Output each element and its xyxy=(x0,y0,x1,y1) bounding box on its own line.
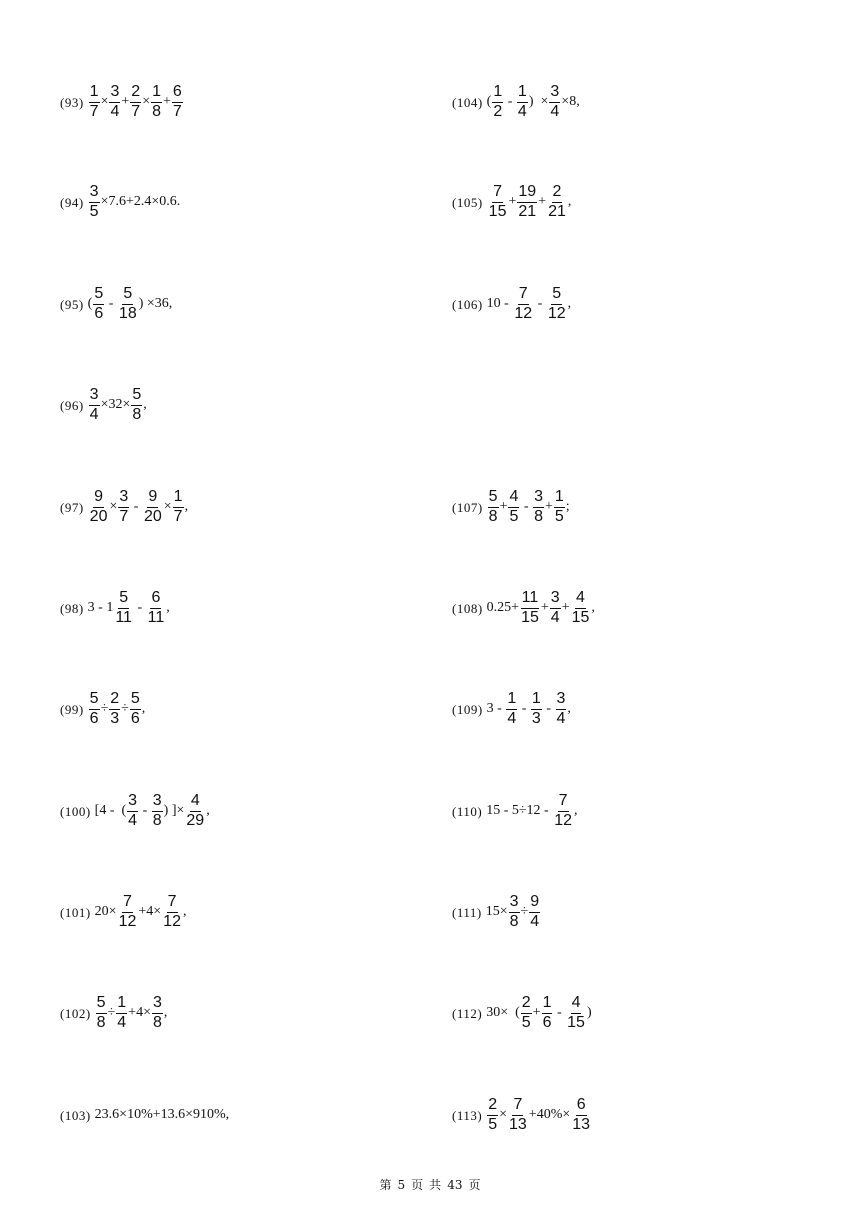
fraction xyxy=(521,995,532,1032)
expression-text: ÷ xyxy=(121,701,129,716)
fraction-denominator: 5 xyxy=(554,507,564,525)
fraction-numerator: 4 xyxy=(508,489,519,508)
fraction-denominator: 8 xyxy=(152,1013,162,1031)
fraction xyxy=(96,995,107,1032)
problem-number: (112) xyxy=(452,1005,483,1021)
problem-item xyxy=(452,892,541,932)
fraction xyxy=(89,691,100,728)
fraction-numerator: 5 xyxy=(130,691,141,710)
footer-mid: 页 xyxy=(411,1178,424,1192)
fraction-numerator: 6 xyxy=(576,1097,587,1116)
fraction xyxy=(553,793,573,830)
fraction-denominator: 11 xyxy=(115,608,132,626)
problem-item xyxy=(60,689,145,729)
fraction-numerator: 3 xyxy=(152,995,163,1014)
fraction xyxy=(554,489,565,526)
fraction-denominator: 4 xyxy=(556,709,566,727)
problem-item xyxy=(60,588,170,628)
expression-text: × xyxy=(109,499,118,514)
fraction-numerator: 5 xyxy=(131,387,142,406)
problem-number: (96) xyxy=(60,397,84,413)
problem-item xyxy=(452,487,570,527)
expression-text: ÷ xyxy=(107,1005,116,1020)
problem-item xyxy=(452,791,578,831)
problem-item xyxy=(60,791,210,831)
fraction-numerator: 5 xyxy=(89,691,100,710)
fraction-denominator: 15 xyxy=(571,608,590,626)
problem-number: (104) xyxy=(452,94,483,110)
expression-text: , xyxy=(166,600,170,615)
fraction-numerator: 7 xyxy=(518,286,529,305)
fraction-denominator: 5 xyxy=(521,1013,531,1031)
fraction-denominator: 12 xyxy=(554,811,572,829)
expression-text: , xyxy=(143,397,147,412)
footer-pre: 第 xyxy=(379,1178,392,1192)
problem-number: (109) xyxy=(452,701,483,717)
problem-number: (106) xyxy=(452,296,483,312)
fraction-denominator: 29 xyxy=(186,811,205,829)
fraction-numerator: 3 xyxy=(127,793,138,812)
fraction-denominator: 4 xyxy=(517,102,527,120)
fraction-denominator: 4 xyxy=(530,912,540,930)
fraction-denominator: 5 xyxy=(488,1115,498,1133)
fraction xyxy=(566,995,586,1032)
fraction-denominator: 6 xyxy=(89,709,99,727)
fraction-numerator: 9 xyxy=(147,489,158,508)
fraction-denominator: 6 xyxy=(542,1013,552,1031)
problem-number: (102) xyxy=(60,1005,91,1021)
fraction xyxy=(89,84,100,121)
expression-text: +4× xyxy=(138,904,162,919)
fraction-denominator: 5 xyxy=(509,507,519,525)
expression-text: - xyxy=(542,701,555,716)
fraction-denominator: 11 xyxy=(147,608,165,626)
fraction-denominator: 4 xyxy=(89,405,99,423)
expression-text: , xyxy=(591,600,595,615)
fraction xyxy=(509,894,520,931)
fraction-denominator: 2 xyxy=(493,102,503,120)
problem-item xyxy=(452,1095,592,1135)
expression-text: 10 - xyxy=(486,296,513,311)
expression-text: 15× xyxy=(485,904,508,919)
fraction-numerator: 1 xyxy=(173,489,184,508)
fraction xyxy=(89,387,100,424)
expression-text: ×32× xyxy=(100,397,131,412)
fraction xyxy=(151,84,162,121)
fraction-denominator: 20 xyxy=(89,507,108,525)
footer-total: 43 xyxy=(447,1178,463,1192)
fraction-denominator: 4 xyxy=(128,811,138,829)
fraction-denominator: 8 xyxy=(132,405,142,423)
expression-text: ) xyxy=(586,1005,592,1020)
expression-text: ( xyxy=(486,94,492,109)
fraction xyxy=(89,184,100,221)
fraction-numerator: 5 xyxy=(488,489,499,508)
fraction-denominator: 5 xyxy=(89,202,99,220)
footer-post: 页 xyxy=(468,1178,481,1192)
fraction-numerator: 7 xyxy=(167,894,178,913)
problem-number: (93) xyxy=(60,94,84,110)
fraction-numerator: 3 xyxy=(509,894,520,913)
expression-text: +4× xyxy=(128,1005,151,1020)
fraction xyxy=(118,489,129,526)
fraction xyxy=(520,590,540,627)
fraction-denominator: 4 xyxy=(117,1013,127,1031)
fraction-denominator: 4 xyxy=(550,102,560,120)
expression-text: - xyxy=(504,94,516,109)
fraction-denominator: 8 xyxy=(509,912,519,930)
fraction xyxy=(517,184,537,221)
fraction xyxy=(109,691,120,728)
fraction-numerator: 7 xyxy=(492,184,503,203)
fraction-denominator: 18 xyxy=(118,304,137,322)
fraction-denominator: 8 xyxy=(152,102,162,120)
problem-item xyxy=(60,487,188,527)
problem-number: (101) xyxy=(60,904,91,920)
fraction-denominator: 13 xyxy=(572,1115,591,1133)
fraction-numerator: 7 xyxy=(122,894,133,913)
fraction-denominator: 4 xyxy=(550,608,560,626)
expression-text: - xyxy=(133,600,146,615)
fraction-numerator: 5 xyxy=(96,995,107,1014)
fraction xyxy=(172,84,183,121)
fraction-numerator: 9 xyxy=(529,894,540,913)
problem-number: (108) xyxy=(452,600,483,616)
fraction xyxy=(517,84,528,121)
fraction-denominator: 15 xyxy=(521,608,539,626)
expression-text: - xyxy=(534,296,546,311)
problem-item xyxy=(452,993,592,1033)
expression-text: 23.6×10%+13.6×910%, xyxy=(94,1107,230,1122)
fraction-numerator: 1 xyxy=(554,489,565,508)
expression-text: - xyxy=(130,499,142,514)
fraction xyxy=(556,691,567,728)
problem-number: (105) xyxy=(452,194,483,210)
expression-text: , xyxy=(184,499,189,514)
problem-item xyxy=(60,1095,229,1135)
fraction xyxy=(513,286,533,323)
fraction xyxy=(118,286,138,323)
fraction-numerator: 6 xyxy=(172,84,183,103)
expression-text: + xyxy=(121,94,130,109)
fraction xyxy=(152,995,163,1032)
fraction-numerator: 3 xyxy=(89,387,100,406)
fraction xyxy=(547,184,567,221)
fraction xyxy=(116,995,127,1032)
expression-text: - xyxy=(139,803,151,818)
expression-text: 20× xyxy=(94,904,117,919)
fraction-numerator: 2 xyxy=(552,184,563,203)
problem-number: (97) xyxy=(60,499,84,515)
fraction-numerator: 3 xyxy=(109,84,120,103)
fraction-denominator: 7 xyxy=(119,507,129,525)
fraction xyxy=(131,387,142,424)
expression-text: , xyxy=(567,296,572,311)
problem-number: (99) xyxy=(60,701,84,717)
fraction-numerator: 7 xyxy=(558,793,569,812)
fraction-denominator: 15 xyxy=(488,202,507,220)
problem-item xyxy=(452,284,571,324)
fraction xyxy=(492,84,503,121)
fraction xyxy=(130,84,141,121)
fraction-numerator: 4 xyxy=(575,590,586,609)
fraction-denominator: 8 xyxy=(534,507,543,525)
expression-text: , xyxy=(574,803,578,818)
expression-text: + xyxy=(538,194,547,209)
expression-text: + xyxy=(544,499,553,514)
problem-item xyxy=(60,284,172,324)
fraction-numerator: 3 xyxy=(152,793,163,812)
fraction-numerator: 3 xyxy=(556,691,567,710)
problem-number: (94) xyxy=(60,194,84,210)
fraction-numerator: 5 xyxy=(122,286,133,305)
fraction xyxy=(531,691,542,728)
fraction-denominator: 20 xyxy=(143,507,162,525)
expression-text: [4 - ( xyxy=(94,803,127,818)
fraction-denominator: 4 xyxy=(110,102,120,120)
expression-text: × xyxy=(163,499,172,514)
fraction xyxy=(118,894,138,931)
expression-text: + xyxy=(532,1005,541,1020)
problem-item xyxy=(452,689,571,729)
fraction-denominator: 8 xyxy=(488,507,498,525)
fraction-denominator: 15 xyxy=(567,1013,585,1031)
expression-text: 3 - xyxy=(486,701,506,716)
problem-number: (110) xyxy=(452,803,483,819)
fraction-numerator: 3 xyxy=(118,489,129,508)
expression-text: + xyxy=(508,194,517,209)
fraction xyxy=(130,691,141,728)
fraction-numerator: 9 xyxy=(93,489,104,508)
fraction-numerator: 4 xyxy=(571,995,582,1014)
fraction xyxy=(550,590,561,627)
footer-total-label: 共 xyxy=(429,1178,442,1192)
expression-text: , xyxy=(141,701,146,716)
expression-text: + xyxy=(561,600,570,615)
expression-text: ×7.6+2.4×0.6. xyxy=(100,194,181,209)
expression-text: ÷ xyxy=(520,904,529,919)
fraction-numerator: 1 xyxy=(151,84,162,103)
problem-item xyxy=(60,82,184,122)
problem-item xyxy=(60,892,186,932)
fraction xyxy=(152,793,163,830)
fraction xyxy=(127,793,138,830)
fraction-numerator: 1 xyxy=(506,691,517,710)
fraction-denominator: 8 xyxy=(96,1013,106,1031)
fraction-numerator: 7 xyxy=(512,1097,523,1116)
expression-text: 0.25+ xyxy=(486,600,520,615)
fraction xyxy=(508,1097,528,1134)
fraction xyxy=(547,286,567,323)
fraction xyxy=(173,489,184,526)
fraction-denominator: 4 xyxy=(507,709,517,727)
problem-number: (95) xyxy=(60,296,84,312)
fraction xyxy=(488,489,499,526)
fraction xyxy=(506,691,517,728)
fraction-denominator: 7 xyxy=(173,507,183,525)
expression-text: ) × xyxy=(528,94,549,109)
fraction-denominator: 12 xyxy=(547,304,566,322)
fraction-denominator: 7 xyxy=(89,102,99,120)
expression-text: - xyxy=(553,1005,566,1020)
expression-text: - xyxy=(520,499,533,514)
fraction xyxy=(147,590,166,627)
problem-item xyxy=(452,588,595,628)
expression-text: + xyxy=(499,499,508,514)
expression-text: 3 - 1 xyxy=(87,600,114,615)
problem-number: (98) xyxy=(60,600,84,616)
fraction xyxy=(109,84,120,121)
problem-item xyxy=(60,182,180,222)
fraction-numerator: 1 xyxy=(531,691,542,710)
fraction-numerator: 6 xyxy=(150,590,161,609)
expression-text: , xyxy=(567,701,571,716)
problem-item xyxy=(60,993,167,1033)
fraction xyxy=(508,489,519,526)
fraction-numerator: 19 xyxy=(517,184,537,203)
fraction-denominator: 6 xyxy=(130,709,140,727)
fraction-numerator: 4 xyxy=(190,793,201,812)
page-footer xyxy=(0,1176,860,1193)
fraction-denominator: 6 xyxy=(94,304,104,322)
fraction-denominator: 7 xyxy=(172,102,182,120)
expression-text: , xyxy=(182,904,187,919)
fraction-numerator: 3 xyxy=(89,184,100,203)
fraction-numerator: 1 xyxy=(542,995,553,1014)
expression-text: ; xyxy=(565,499,570,514)
expression-text: × xyxy=(142,94,151,109)
problem-number: (113) xyxy=(452,1107,483,1123)
fraction-denominator: 21 xyxy=(548,202,566,220)
expression-text: + xyxy=(540,600,549,615)
expression-text: +40%× xyxy=(528,1107,571,1122)
fraction-numerator: 3 xyxy=(549,84,560,103)
problem-item xyxy=(452,82,580,122)
fraction-numerator: 2 xyxy=(130,84,141,103)
fraction-numerator: 2 xyxy=(487,1097,498,1116)
fraction-denominator: 12 xyxy=(118,912,137,930)
fraction xyxy=(89,489,109,526)
expression-text: × xyxy=(499,1107,507,1122)
fraction-denominator: 7 xyxy=(131,102,141,120)
problem-number: (111) xyxy=(452,904,482,920)
expression-text: ( xyxy=(87,296,93,311)
expression-text: ) ×36, xyxy=(138,296,173,311)
fraction xyxy=(488,184,508,221)
expression-text: 15 - 5÷12 - xyxy=(486,803,553,818)
fraction xyxy=(571,1097,591,1134)
footer-page: 5 xyxy=(397,1178,406,1192)
fraction-denominator: 13 xyxy=(509,1115,527,1133)
problem-item xyxy=(60,385,147,425)
fraction xyxy=(93,286,104,323)
fraction xyxy=(549,84,560,121)
expression-text: × xyxy=(100,94,109,109)
expression-text: ×8, xyxy=(561,94,580,109)
fraction xyxy=(143,489,163,526)
expression-text: - xyxy=(105,296,117,311)
fraction-numerator: 2 xyxy=(109,691,120,710)
fraction-numerator: 5 xyxy=(93,286,104,305)
fraction xyxy=(185,793,205,830)
expression-text: - xyxy=(518,701,530,716)
expression-text: 30× ( xyxy=(486,1005,520,1020)
problem-number: (100) xyxy=(60,803,91,819)
fraction-denominator: 3 xyxy=(110,709,120,727)
fraction-numerator: 2 xyxy=(521,995,532,1014)
fraction-numerator: 1 xyxy=(116,995,127,1014)
fraction xyxy=(542,995,553,1032)
fraction-denominator: 3 xyxy=(531,709,541,727)
fraction-numerator: 5 xyxy=(551,286,562,305)
fraction-denominator: 21 xyxy=(518,202,537,220)
expression-text: ) ]× xyxy=(163,803,185,818)
fraction-denominator: 12 xyxy=(514,304,533,322)
expression-text: + xyxy=(163,94,171,109)
fraction-numerator: 3 xyxy=(533,489,544,508)
fraction-numerator: 11 xyxy=(521,590,540,609)
expression-text: ÷ xyxy=(100,701,109,716)
fraction xyxy=(162,894,182,931)
fraction-numerator: 1 xyxy=(517,84,528,103)
problem-number: (103) xyxy=(60,1107,91,1123)
fraction-numerator: 3 xyxy=(550,590,561,609)
expression-text: , xyxy=(567,194,572,209)
expression-text: , xyxy=(206,803,210,818)
problem-item xyxy=(452,182,571,222)
fraction-denominator: 12 xyxy=(163,912,181,930)
fraction xyxy=(487,1097,498,1134)
problem-number: (107) xyxy=(452,499,483,515)
fraction xyxy=(529,894,540,931)
fraction-denominator: 8 xyxy=(152,811,162,829)
fraction-numerator: 5 xyxy=(118,590,129,609)
fraction xyxy=(571,590,591,627)
fraction-numerator: 1 xyxy=(89,84,100,103)
fraction xyxy=(533,489,544,526)
fraction xyxy=(114,590,133,627)
expression-text: , xyxy=(163,1005,168,1020)
fraction-numerator: 1 xyxy=(492,84,503,103)
